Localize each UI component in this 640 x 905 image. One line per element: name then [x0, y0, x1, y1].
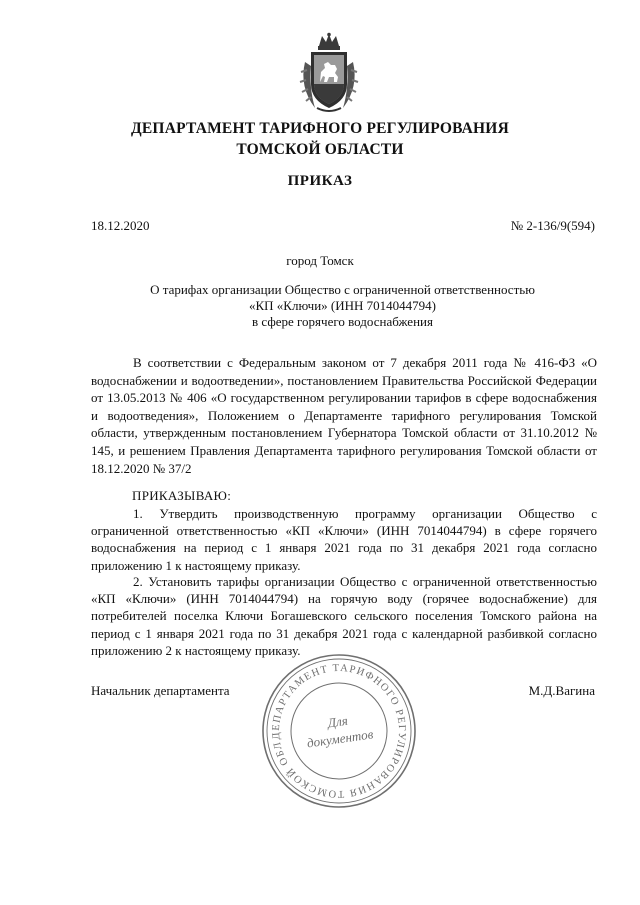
department-title-line1: ДЕПАРТАМЕНТ ТАРИФНОГО РЕГУЛИРОВАНИЯ	[131, 120, 509, 137]
official-seal-icon	[258, 650, 420, 812]
subject-line2: «КП «Ключи» (ИНН 7014044794)	[248, 298, 436, 313]
stamp-ring-text: ДЕПАРТАМЕНТ ТАРИФНОГО РЕГУЛИРОВАНИЯ ТОМСКОЙ ОБЛАСТИ	[270, 662, 408, 800]
order-number: № 2-136/9(594)	[510, 218, 595, 233]
document-type: ПРИКАЗ	[287, 173, 353, 189]
signatory-name: М.Д.Вагина	[528, 683, 595, 698]
signatory-position: Начальник департамента	[91, 683, 230, 698]
order-date: 18.12.2020	[91, 218, 150, 233]
city: город Томск	[286, 253, 354, 268]
order-item-1: 1. Утвердить производственную программу организации Общество с ограниченной ответственностью «КП «Ключи» (ИНН 7014044794) в сфере горячего водоснабжения на период с 1 января 2021 года по 31 декабря 2021 года согласно приложению 1 к настоящему приказу.	[91, 506, 597, 573]
subject-line1: О тарифах организации Общество с ограниченной ответственностью	[150, 282, 535, 297]
order-item-2: 2. Установить тарифы организации Общество с ограниченной ответственностью «КП «Ключи» (ИНН 7014044794) на горячую воду (горячее водоснабжение) для потребителей поселка Ключи Богашевского сельского поселения Томского района на период с 1 января 2021 года по 31 декабря 2021 года с календарной разбивкой согласно приложению 2 к настоящему приказу.	[91, 574, 597, 658]
coat-of-arms-icon	[297, 32, 361, 114]
order-subject	[80, 282, 605, 330]
department-title	[0, 118, 640, 160]
department-title-line2: ТОМСКОЙ ОБЛАСТИ	[236, 141, 404, 158]
stamp-center-line2: документов	[305, 726, 375, 751]
preamble-paragraph: В соответствии с Федеральным законом от 7 декабря 2011 года № 416-ФЗ «О водоснабжении и водоотведении», постановлением Правительства Российской Федерации от 13.05.2013 № 406 «О государственном регулировании тарифов в сфере водоснабжения и водоотведения», Положением о Департаменте тарифного регулирования Томской области, утвержденным постановлением Губернатора Томской области от 31.10.2012 № 145, и решением Правления Департамента тарифного регулирования Томской области от 18.12.2020 № 37/2	[91, 355, 597, 476]
subject-line3: в сфере горячего водоснабжения	[252, 314, 433, 329]
stamp-center-line1: Для	[326, 712, 349, 731]
order-directive: ПРИКАЗЫВАЮ:	[132, 488, 232, 503]
